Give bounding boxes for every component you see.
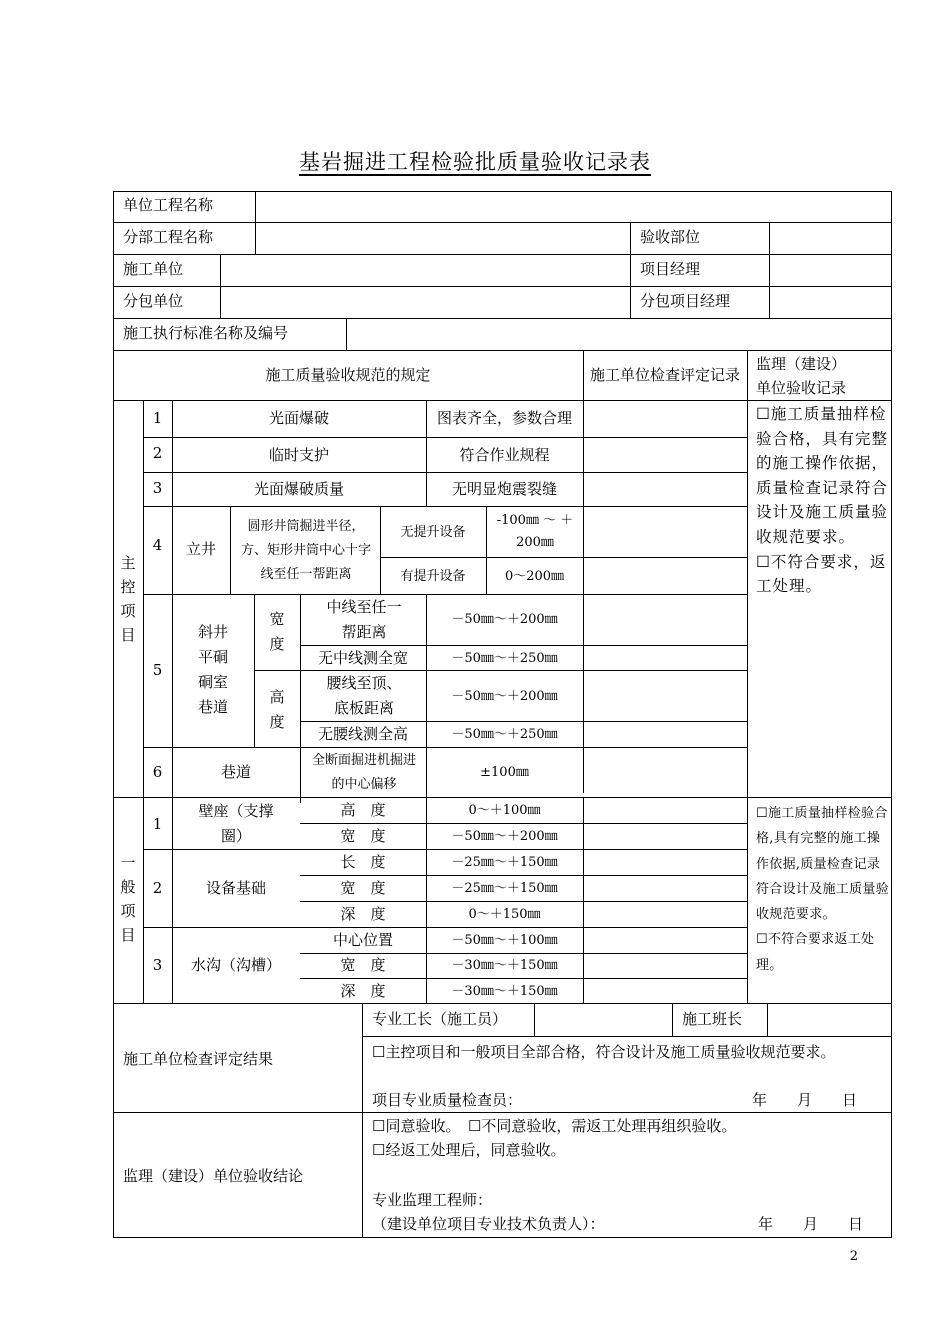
general-row-item: 中心位置 (332, 931, 393, 949)
main-row-tolerance: 0～200㎜ (504, 568, 565, 584)
unit-project-label: 单位工程名称 (123, 196, 214, 214)
result-label: 施工单位检查评定结果 (123, 1050, 274, 1068)
general-row-name: 设备基础 (205, 879, 266, 897)
main-row-tolerance: －50㎜～＋200㎜ (451, 611, 558, 627)
main-row-tolerance: －50㎜～＋250㎜ (451, 650, 558, 666)
general-row-item: 深 度 (340, 982, 386, 1000)
general-row-item: 宽 度 (340, 827, 386, 845)
spec-column-header: 施工质量验收规范的规定 (265, 365, 431, 384)
main-row-no: 5 (152, 661, 163, 679)
main-row-item: 全断面掘进机掘进的中心偏移 (312, 752, 417, 792)
main-row-item: 中线至任一帮距离 (326, 598, 402, 641)
general-row-tolerance: －50㎜～＋200㎜ (451, 828, 558, 844)
general-row-no: 1 (152, 815, 163, 833)
general-row-item: 宽 度 (340, 879, 386, 897)
general-row-item: 深 度 (340, 905, 386, 923)
team-leader-label: 施工班长 (682, 1010, 743, 1028)
main-row-item: 无腰线测全高 (317, 725, 408, 743)
page-number: 2 (849, 1249, 858, 1264)
main-row-name: 光面爆破质量 (253, 480, 344, 498)
standard-label: 施工执行标准名称及编号 (123, 324, 289, 342)
general-row-item: 高 度 (340, 801, 386, 819)
main-supervisor-text: ☐施工质量抽样检验合格，具有完整的施工操作依据，质量检查记录符合设计及施工质量验收规范要求。 ☐不符合要求，返工处理。 (756, 405, 889, 596)
general-row-item: 宽 度 (340, 956, 386, 974)
acceptance-part-label: 验收部位 (640, 228, 701, 246)
inspector-label: 项目专业质量检查员： (372, 1091, 523, 1109)
main-row-no: 3 (152, 479, 163, 497)
general-row-tolerance: －25㎜～＋150㎜ (451, 854, 558, 870)
main-row-name: 光面爆破 (268, 409, 329, 427)
conclusion-label: 监理（建设）单位验收结论 (123, 1167, 304, 1185)
sub-project-label: 分部工程名称 (123, 228, 214, 246)
main-row-no: 1 (152, 409, 163, 427)
main-row-requirement: 无明显炮震裂缝 (451, 480, 557, 498)
general-row-tolerance: －30㎜～＋150㎜ (451, 983, 558, 999)
general-row-tolerance: －25㎜～＋150㎜ (451, 880, 558, 896)
general-row-no: 3 (152, 956, 163, 974)
width-label: 宽度 (269, 610, 285, 653)
conclusion-date: 年 月 日 (758, 1215, 864, 1233)
main-row-name: 立井 (185, 540, 216, 558)
supervisor-column-header-2: 单位验收记录 (756, 379, 847, 397)
main-row-no: 2 (152, 444, 163, 462)
subcontractor-label: 分包单位 (123, 292, 184, 310)
main-row-tolerance: ±100㎜ (480, 764, 529, 780)
construction-unit-label: 施工单位 (123, 260, 184, 278)
supervisor-column-header-1: 监理（建设） (756, 355, 847, 373)
result-date: 年 月 日 (752, 1091, 858, 1109)
general-row-tolerance: 0～＋150㎜ (468, 906, 541, 922)
main-row-item: 腰线至顶、底板距离 (326, 674, 402, 717)
main-row-no: 4 (152, 536, 163, 554)
main-row-tolerance: －50㎜～＋200㎜ (451, 688, 558, 704)
general-row-name: 壁座（支撑圈） (198, 801, 274, 845)
main-row-requirement: 符合作业规程 (459, 446, 550, 464)
main-row-name: 斜井 平硐 硐室 巷道 (197, 623, 228, 716)
height-label: 高度 (269, 688, 285, 731)
check-record-column-header: 施工单位检查评定记录 (590, 365, 741, 384)
conclusion-line2: ☐经返工处理后，同意验收。 (372, 1141, 566, 1159)
main-row-no: 6 (152, 763, 163, 781)
main-row-tolerance: -100㎜ ～ ＋200㎜ (496, 513, 574, 550)
sub-project-manager-label: 分包项目经理 (640, 292, 731, 310)
main-items-label: 主 控 项 目 (120, 554, 136, 644)
page-title: 基岩掘进工程检验批质量验收记录表 (299, 150, 651, 174)
project-manager-label: 项目经理 (640, 260, 701, 278)
main-row-item: 无中线测全宽 (317, 649, 408, 667)
general-row-tolerance: 0～＋100㎜ (468, 802, 541, 818)
main-row-name: 巷道 (220, 763, 251, 781)
general-row-tolerance: －50㎜～＋100㎜ (451, 932, 558, 948)
result-statement: ☐主控项目和一般项目全部合格，符合设计及施工质量验收规范要求。 (372, 1043, 836, 1061)
engineer-label: 专业监理工程师： (372, 1191, 493, 1209)
main-row-condition: 有提升设备 (400, 568, 466, 584)
main-row-description: 圆形井筒掘进半径，方、矩形井筒中心十字线至任一帮距离 (240, 519, 371, 582)
general-row-name: 水沟（沟槽） (190, 956, 281, 974)
main-row-name: 临时支护 (268, 446, 329, 464)
conclusion-line1: ☐同意验收。 ☐不同意验收，需返工处理再组织验收。 (372, 1117, 737, 1135)
main-row-tolerance: －50㎜～＋250㎜ (451, 726, 558, 742)
main-row-condition: 无提升设备 (400, 524, 466, 540)
general-items-label: 一 般 项 目 (120, 854, 136, 944)
general-row-no: 2 (152, 879, 163, 897)
foreman-label: 专业工长（施工员） (372, 1010, 508, 1028)
main-row-requirement: 图表齐全，参数合理 (436, 409, 572, 427)
owner-label: （建设单位项目专业技术负责人）： (372, 1215, 605, 1233)
general-row-item: 长 度 (340, 853, 386, 871)
general-row-tolerance: －30㎜～＋150㎜ (451, 957, 558, 973)
general-supervisor-text: ☐施工质量抽样检验合格,具有完整的施工操作依据,质量检查记录符合设计及施工质量验收规范要求。 ☐不符合要求返工处理。 (756, 806, 890, 973)
